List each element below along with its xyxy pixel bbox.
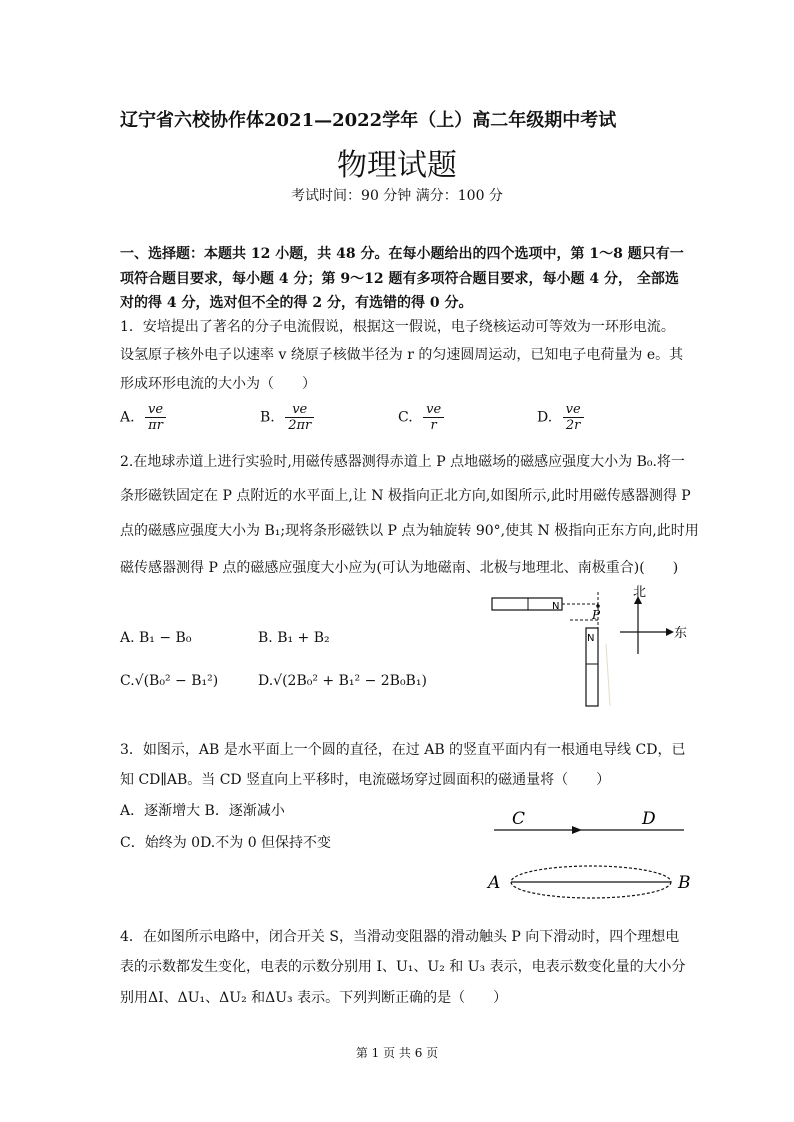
- east-direction-label: 东: [674, 626, 688, 641]
- point-p-label: P: [592, 608, 601, 622]
- q3-line2: 知 CD∥AB。当 CD 竖直向上平移时，电流磁场穿过圆面积的磁通量将（ ）: [120, 772, 611, 788]
- q1-option-c[interactable]: [398, 402, 444, 433]
- q1-line2: 设氢原子核外电子以速率 v 绕原子核做半径为 r 的匀速圆周运动，已知电子电荷量为 e。其: [120, 347, 684, 363]
- section-instructions-line3: 对的得 4 分，选对但不全的得 2 分，有选错的得 0 分。: [120, 295, 473, 311]
- q2-option-b[interactable]: B. B₁ + B₂: [258, 630, 330, 646]
- north-direction-label: 北: [633, 585, 647, 600]
- exam-time-info: 考试时间：90 分钟 满分：100 分: [291, 188, 503, 204]
- label-d: D: [642, 809, 656, 829]
- label-a: A: [488, 873, 501, 893]
- q4-line2: 表的示数都发生变化，电表的示数分别用 I、U₁、U₂ 和 U₃ 表示，电表示数变化量的大小分: [120, 959, 686, 975]
- exam-header: 辽宁省六校协作体2021—2022学年（上）高二年级期中考试: [120, 110, 617, 131]
- q2-option-a[interactable]: A. B₁ − B₀: [120, 630, 192, 646]
- q4-line1: 4．在如图所示电路中，闭合开关 S，当滑动变阻器的滑动触头 P 向下滑动时，四个理想电: [120, 929, 680, 945]
- q1-option-b-numerator: ve: [285, 402, 314, 418]
- q1-option-d-label: D.: [537, 409, 553, 426]
- q2-line4: 磁传感器测得 P 点的磁感应强度大小应为(可认为地磁南、北极与地理北、南极重合)( ): [120, 560, 679, 576]
- q2-magnet-figure: [488, 584, 698, 714]
- q1-line3: 形成环形电流的大小为（ ）: [120, 376, 316, 392]
- q1-option-c-denominator: r: [430, 418, 437, 433]
- q3-line1: 3．如图示，AB 是水平面上一个圆的直径，在过 AB 的竖直平面内有一根通电导线 CD，已: [120, 742, 686, 758]
- q1-option-d-numerator: ve: [563, 402, 584, 418]
- q3-options-ab[interactable]: A．逐渐增大 B．逐渐减小: [120, 803, 285, 819]
- q1-option-d-denominator: 2r: [565, 418, 581, 433]
- q2-option-c[interactable]: C.√(B₀² − B₁²): [120, 673, 219, 689]
- q2-line2: 条形磁铁固定在 P 点附近的水平面上,让 N 极指向正北方向,如图所示,此时用磁传感器测得 P: [120, 488, 691, 504]
- section-instructions-line2: 项符合题目要求，每小题 4 分；第 9～12 题有多项符合题目要求，每小题 4 分， 全部选: [120, 271, 679, 287]
- q3-options-cd[interactable]: C．始终为 0D.不为 0 但保持不变: [120, 835, 332, 851]
- magnet-north-label-1: N: [552, 601, 560, 612]
- q1-option-b[interactable]: [260, 402, 314, 433]
- q1-option-a-label: A.: [120, 409, 135, 426]
- section-instructions-line1: 一、选择题：本题共 12 小题，共 48 分。在每小题给出的四个选项中，第 1～8 题只有一: [120, 246, 684, 262]
- q2-option-d[interactable]: D.√(2B₀² + B₁² − 2B₀B₁): [258, 673, 427, 689]
- q1-option-c-label: C.: [398, 409, 413, 426]
- magnet-north-label-2: N: [587, 633, 595, 644]
- q1-option-d[interactable]: [537, 402, 584, 433]
- q1-option-b-label: B.: [260, 409, 275, 426]
- q3-wire-circle-figure: [484, 804, 699, 904]
- q1-option-a-denominator: πr: [148, 418, 163, 433]
- label-c: C: [512, 809, 526, 829]
- label-b: B: [678, 873, 691, 893]
- q1-option-a[interactable]: [120, 402, 166, 433]
- q4-line3: 别用ΔI、ΔU₁、ΔU₂ 和ΔU₃ 表示。下列判断正确的是（ ）: [120, 990, 508, 1006]
- q2-line1: 2.在地球赤道上进行实验时,用磁传感器测得赤道上 P 点地磁场的磁感应强度大小为 B₀.将一: [120, 454, 685, 470]
- page-title: 物理试题: [337, 148, 457, 183]
- q1-option-b-denominator: 2πr: [288, 418, 312, 433]
- q1-option-c-numerator: ve: [423, 402, 444, 418]
- page-footer: 第 1 页 共 6 页: [355, 1046, 439, 1060]
- q1-line1: 1．安培提出了著名的分子电流假说，根据这一假说，电子绕核运动可等效为一环形电流。: [120, 319, 675, 335]
- q2-line3: 点的磁感应强度大小为 B₁;现将条形磁铁以 P 点为轴旋转 90°,使其 N 极指向正东方向,此时用: [120, 523, 699, 539]
- q1-option-a-numerator: ve: [145, 402, 166, 418]
